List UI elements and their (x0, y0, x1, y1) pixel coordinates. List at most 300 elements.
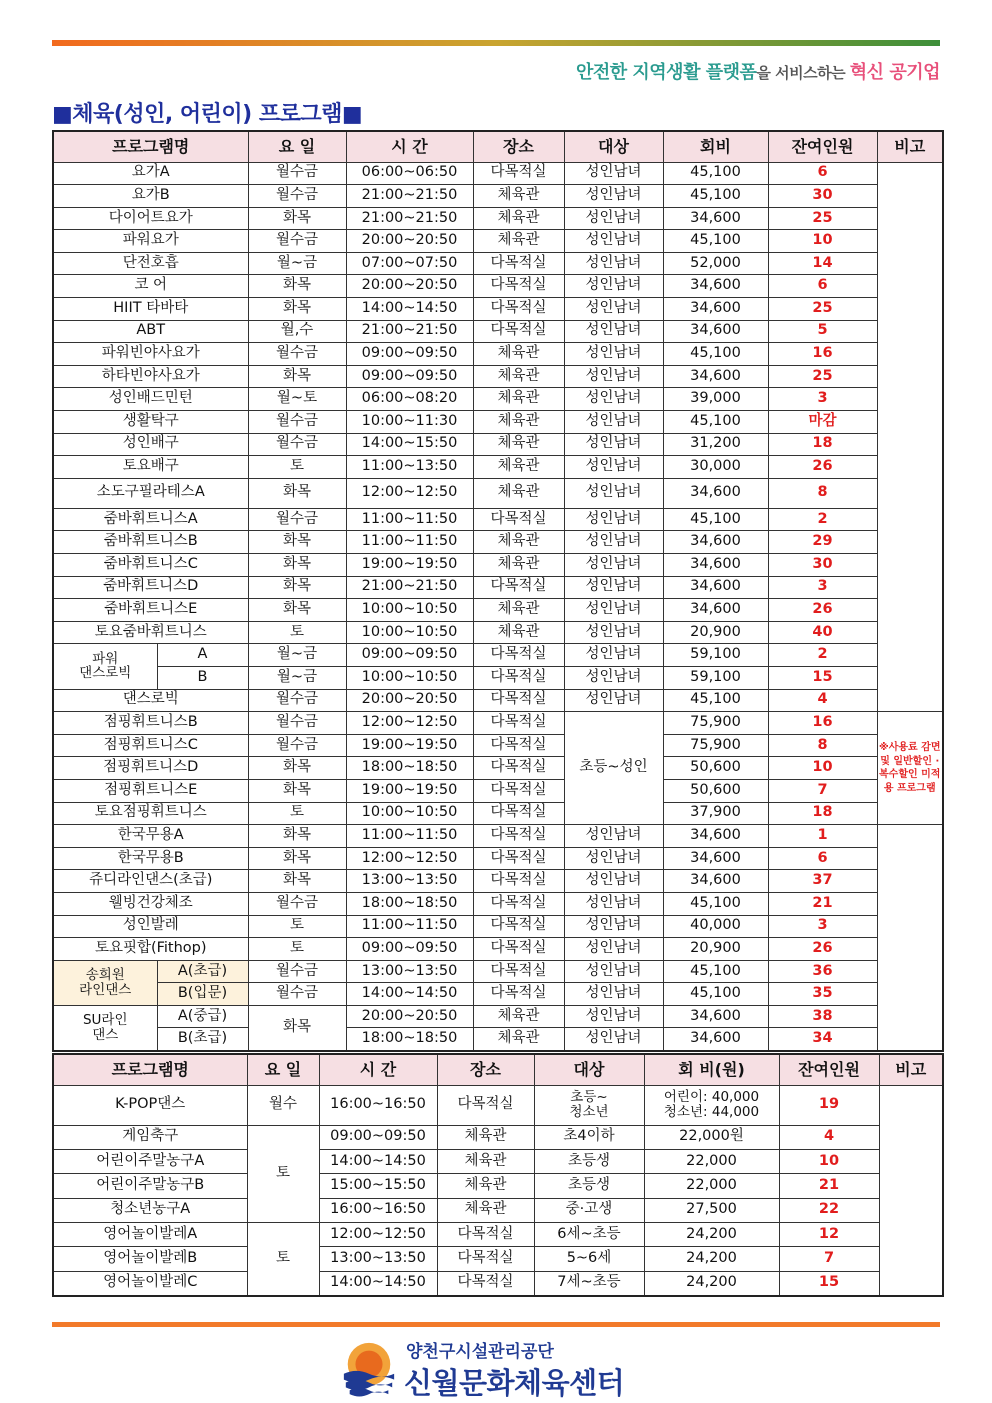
time-cell: 19:00~19:50 (346, 554, 473, 577)
time-cell: 20:00~20:50 (346, 689, 473, 712)
target-cell: 성인남녀 (564, 230, 663, 253)
top-gradient-bar (52, 40, 940, 46)
program-name: 줌바휘트니스A (53, 508, 248, 531)
place-cell: 다목적실 (437, 1271, 534, 1295)
program-name: 하타빈야사요가 (53, 365, 248, 388)
day-cell: 월수금 (248, 508, 346, 531)
place-cell: 다목적실 (473, 983, 564, 1006)
time-cell: 20:00~20:50 (346, 230, 473, 253)
time-cell: 09:00~09:50 (319, 1125, 437, 1149)
fee-cell: 45,100 (663, 230, 768, 253)
remaining-cell: 29 (768, 531, 877, 554)
time-cell: 11:00~11:50 (346, 825, 473, 848)
day-cell: 화목 (248, 779, 346, 802)
time-cell: 12:00~12:50 (319, 1223, 437, 1247)
day-cell: 화목 (248, 478, 346, 508)
place-cell: 체육관 (473, 621, 564, 644)
fee-cell: 59,100 (663, 644, 768, 667)
table-row (53, 1085, 943, 1125)
column-header: 비고 (879, 1054, 943, 1085)
remaining-cell: 10 (768, 757, 877, 780)
place-cell: 다목적실 (473, 734, 564, 757)
table-row (53, 1149, 943, 1173)
adult-program-table (52, 130, 944, 1052)
place-cell: 다목적실 (437, 1085, 534, 1125)
target-cell: 7세~초등 (534, 1271, 644, 1295)
time-cell: 12:00~12:50 (346, 712, 473, 735)
table-row (53, 983, 943, 1006)
place-cell: 다목적실 (473, 162, 564, 185)
fee-cell: 34,600 (663, 1005, 768, 1028)
table-row (53, 870, 943, 893)
place-cell: 체육관 (473, 185, 564, 208)
day-cell: 화목 (248, 1005, 346, 1050)
target-cell: 성인남녀 (564, 275, 663, 298)
remaining-cell: 18 (768, 802, 877, 825)
sub-program: B(입문) (157, 983, 248, 1006)
program-name: 생활탁구 (53, 411, 248, 434)
fee-cell: 40,000 (663, 915, 768, 938)
place-cell: 다목적실 (473, 275, 564, 298)
remaining-cell: 25 (768, 207, 877, 230)
remaining-cell: 12 (779, 1223, 879, 1247)
time-cell: 20:00~20:50 (346, 275, 473, 298)
time-cell: 14:00~14:50 (319, 1271, 437, 1295)
table-row (53, 1005, 943, 1028)
day-cell: 월수금 (248, 162, 346, 185)
table-row (53, 433, 943, 456)
time-cell: 14:00~15:50 (346, 433, 473, 456)
program-name: 토요줌바휘트니스 (53, 621, 248, 644)
fee-cell: 34,600 (663, 365, 768, 388)
fee-cell: 34,600 (663, 275, 768, 298)
place-cell: 체육관 (473, 433, 564, 456)
place-cell: 다목적실 (473, 938, 564, 961)
fee-cell: 30,000 (663, 456, 768, 479)
fee-cell: 45,100 (663, 508, 768, 531)
place-cell: 다목적실 (473, 712, 564, 735)
table-row (53, 689, 943, 712)
place-cell: 다목적실 (473, 825, 564, 848)
sub-program: A (157, 644, 248, 667)
remaining-cell: 15 (779, 1271, 879, 1295)
table-row (53, 478, 943, 508)
column-header: 대상 (534, 1054, 644, 1085)
remaining-cell: 25 (768, 365, 877, 388)
program-name: 성인배구 (53, 433, 248, 456)
day-cell: 화목 (248, 825, 346, 848)
remaining-cell: 10 (779, 1149, 879, 1173)
place-cell: 체육관 (473, 365, 564, 388)
target-cell: 5~6세 (534, 1247, 644, 1271)
remaining-cell: 6 (768, 162, 877, 185)
fee-cell: 27,500 (644, 1198, 779, 1222)
column-header: 잔여인원 (779, 1054, 879, 1085)
day-cell: 토 (247, 1223, 319, 1296)
sub-program: A(초급) (157, 960, 248, 983)
fee-cell: 34,600 (663, 576, 768, 599)
time-cell: 20:00~20:50 (346, 1005, 473, 1028)
target-cell: 초등~성인 (564, 712, 663, 825)
place-cell: 다목적실 (473, 757, 564, 780)
target-cell: 성인남녀 (564, 915, 663, 938)
day-cell: 월수금 (248, 892, 346, 915)
fee-cell: 45,100 (663, 162, 768, 185)
remaining-cell: 마감 (768, 411, 877, 434)
fee-cell: 50,600 (663, 757, 768, 780)
day-cell: 화목 (248, 847, 346, 870)
time-cell: 09:00~09:50 (346, 644, 473, 667)
program-name: 단전호흡 (53, 252, 248, 275)
place-cell: 다목적실 (473, 870, 564, 893)
table-row (53, 252, 943, 275)
remaining-cell: 2 (768, 508, 877, 531)
remaining-cell: 30 (768, 554, 877, 577)
fee-cell: 24,200 (644, 1247, 779, 1271)
remaining-cell: 15 (768, 666, 877, 689)
sub-program: B(초급) (157, 1028, 248, 1051)
day-cell: 토 (248, 915, 346, 938)
target-cell: 성인남녀 (564, 1028, 663, 1051)
table-row (53, 554, 943, 577)
place-cell: 체육관 (473, 478, 564, 508)
slogan: 안전한 지역생활 플랫폼을 서비스하는 혁신 공기업 (575, 62, 940, 83)
target-cell: 성인남녀 (564, 983, 663, 1006)
program-name: 웰빙건강체조 (53, 892, 248, 915)
sunrise-wave-logo-icon (340, 1339, 398, 1397)
column-header: 대상 (564, 131, 663, 162)
fee-cell: 34,600 (663, 531, 768, 554)
day-cell: 월~토 (248, 388, 346, 411)
program-name: 어린이주말농구A (53, 1149, 247, 1173)
remaining-cell: 30 (768, 185, 877, 208)
program-name: 요가A (53, 162, 248, 185)
target-cell: 성인남녀 (564, 554, 663, 577)
table-row (53, 411, 943, 434)
table-row (53, 712, 943, 735)
time-cell: 21:00~21:50 (346, 320, 473, 343)
remaining-cell: 37 (768, 870, 877, 893)
time-cell: 16:00~16:50 (319, 1198, 437, 1222)
time-cell: 11:00~13:50 (346, 456, 473, 479)
fee-cell: 34,600 (663, 825, 768, 848)
target-cell: 성인남녀 (564, 644, 663, 667)
fee-cell: 39,000 (663, 388, 768, 411)
day-cell: 월수금 (248, 712, 346, 735)
program-name: 점핑휘트니스D (53, 757, 248, 780)
fee-cell: 45,100 (663, 892, 768, 915)
bottom-bar (52, 1322, 940, 1327)
remaining-cell: 22 (779, 1198, 879, 1222)
sub-program: A(중급) (157, 1005, 248, 1028)
column-header: 요 일 (248, 131, 346, 162)
program-name: 파워요가 (53, 230, 248, 253)
day-cell: 월수금 (248, 230, 346, 253)
remaining-cell: 2 (768, 644, 877, 667)
program-name: ABT (53, 320, 248, 343)
target-cell: 성인남녀 (564, 825, 663, 848)
program-name: 파워빈야사요가 (53, 343, 248, 366)
time-cell: 14:00~14:50 (319, 1149, 437, 1173)
column-header: 장소 (437, 1054, 534, 1085)
remaining-cell: 14 (768, 252, 877, 275)
sub-program: B (157, 666, 248, 689)
place-cell: 다목적실 (437, 1247, 534, 1271)
time-cell: 10:00~10:50 (346, 802, 473, 825)
column-header: 시 간 (346, 131, 473, 162)
table-row (53, 185, 943, 208)
column-header: 시 간 (319, 1054, 437, 1085)
fee-cell: 59,100 (663, 666, 768, 689)
day-cell: 월수금 (248, 689, 346, 712)
program-name: HIIT 타바타 (53, 298, 248, 321)
target-cell: 초4이하 (534, 1125, 644, 1149)
fee-cell: 52,000 (663, 252, 768, 275)
remaining-cell: 18 (768, 433, 877, 456)
fee-cell: 22,000원 (644, 1125, 779, 1149)
table-row (53, 666, 943, 689)
time-cell: 10:00~10:50 (346, 599, 473, 622)
day-cell: 화목 (248, 275, 346, 298)
place-cell: 다목적실 (473, 779, 564, 802)
table-row (53, 1247, 943, 1271)
note-cell (877, 825, 943, 1051)
target-cell: 성인남녀 (564, 343, 663, 366)
remaining-cell: 19 (779, 1085, 879, 1125)
fee-cell: 50,600 (663, 779, 768, 802)
remaining-cell: 34 (768, 1028, 877, 1051)
target-cell: 성인남녀 (564, 938, 663, 961)
target-cell: 성인남녀 (564, 298, 663, 321)
remaining-cell: 4 (768, 689, 877, 712)
table-row (53, 207, 943, 230)
target-cell: 성인남녀 (564, 320, 663, 343)
program-name: 어린이주말농구B (53, 1174, 247, 1198)
program-name: 토요핏합(Fithop) (53, 938, 248, 961)
time-cell: 15:00~15:50 (319, 1174, 437, 1198)
table-row (53, 388, 943, 411)
day-cell: 월수금 (248, 411, 346, 434)
day-cell: 화목 (248, 757, 346, 780)
column-header: 요 일 (247, 1054, 319, 1085)
time-cell: 06:00~06:50 (346, 162, 473, 185)
remaining-cell: 35 (768, 983, 877, 1006)
day-cell: 화목 (248, 554, 346, 577)
fee-cell: 24,200 (644, 1223, 779, 1247)
place-cell: 체육관 (473, 343, 564, 366)
target-cell: 성인남녀 (564, 162, 663, 185)
time-cell: 19:00~19:50 (346, 779, 473, 802)
table-row (53, 343, 943, 366)
table-row (53, 757, 943, 780)
place-cell: 다목적실 (473, 960, 564, 983)
day-cell: 월수금 (248, 983, 346, 1006)
remaining-cell: 8 (768, 478, 877, 508)
place-cell: 다목적실 (473, 576, 564, 599)
fee-cell: 34,600 (663, 320, 768, 343)
table-row (53, 892, 943, 915)
program-group-name: SU라인 댄스 (53, 1005, 157, 1050)
fee-cell: 22,000 (644, 1174, 779, 1198)
program-name: 소도구필라테스A (53, 478, 248, 508)
remaining-cell: 25 (768, 298, 877, 321)
fee-cell: 34,600 (663, 478, 768, 508)
place-cell: 체육관 (437, 1125, 534, 1149)
fee-cell: 어린이: 40,000 청소년: 44,000 (644, 1085, 779, 1125)
table-row (53, 365, 943, 388)
place-cell: 체육관 (473, 531, 564, 554)
table-row (53, 320, 943, 343)
fee-cell: 34,600 (663, 207, 768, 230)
target-cell: 성인남녀 (564, 892, 663, 915)
day-cell: 화목 (248, 870, 346, 893)
time-cell: 09:00~09:50 (346, 365, 473, 388)
program-name: 요가B (53, 185, 248, 208)
place-cell: 체육관 (437, 1198, 534, 1222)
fee-cell: 31,200 (663, 433, 768, 456)
fee-cell: 34,600 (663, 554, 768, 577)
place-cell: 체육관 (473, 230, 564, 253)
target-cell: 성인남녀 (564, 433, 663, 456)
fee-cell: 45,100 (663, 185, 768, 208)
day-cell: 토 (248, 938, 346, 961)
time-cell: 10:00~10:50 (346, 621, 473, 644)
day-cell: 화목 (248, 576, 346, 599)
place-cell: 체육관 (473, 456, 564, 479)
time-cell: 13:00~13:50 (346, 960, 473, 983)
fee-cell: 22,000 (644, 1149, 779, 1173)
time-cell: 12:00~12:50 (346, 478, 473, 508)
place-cell: 다목적실 (473, 252, 564, 275)
time-cell: 18:00~18:50 (346, 757, 473, 780)
target-cell: 성인남녀 (564, 847, 663, 870)
day-cell: 월~금 (248, 644, 346, 667)
table-row (53, 802, 943, 825)
remaining-cell: 3 (768, 576, 877, 599)
table-row (53, 508, 943, 531)
time-cell: 21:00~21:50 (346, 576, 473, 599)
place-cell: 다목적실 (473, 802, 564, 825)
remaining-cell: 21 (779, 1174, 879, 1198)
program-name: 코 어 (53, 275, 248, 298)
discount-note: ※사용료 감면 및 일반할인 · 복수할인 미적용 프로그램 (877, 712, 943, 825)
fee-cell: 34,600 (663, 847, 768, 870)
footer (340, 1337, 670, 1400)
day-cell: 화목 (248, 531, 346, 554)
table-row (53, 1271, 943, 1295)
section-title: ■체육(성인, 어린이) 프로그램■ (52, 102, 363, 127)
fee-cell: 45,100 (663, 411, 768, 434)
remaining-cell: 3 (768, 915, 877, 938)
target-cell: 성인남녀 (564, 531, 663, 554)
place-cell: 다목적실 (473, 915, 564, 938)
time-cell: 21:00~21:50 (346, 185, 473, 208)
table-header-row (53, 1054, 943, 1085)
target-cell: 성인남녀 (564, 689, 663, 712)
column-header: 비고 (877, 131, 943, 162)
table-row (53, 644, 943, 667)
target-cell: 성인남녀 (564, 207, 663, 230)
remaining-cell: 3 (768, 388, 877, 411)
day-cell: 화목 (248, 207, 346, 230)
time-cell: 09:00~09:50 (346, 938, 473, 961)
target-cell: 성인남녀 (564, 621, 663, 644)
target-cell: 성인남녀 (564, 456, 663, 479)
target-cell: 성인남녀 (564, 411, 663, 434)
remaining-cell: 4 (779, 1125, 879, 1149)
table-row (53, 825, 943, 848)
table-row (53, 162, 943, 185)
fee-cell: 45,100 (663, 343, 768, 366)
day-cell: 월수금 (248, 185, 346, 208)
fee-cell: 37,900 (663, 802, 768, 825)
program-name: 토요점핑휘트니스 (53, 802, 248, 825)
youth-program-table (52, 1053, 944, 1297)
place-cell: 체육관 (473, 411, 564, 434)
target-cell: 성인남녀 (564, 388, 663, 411)
place-cell: 다목적실 (473, 892, 564, 915)
target-cell: 중·고생 (534, 1198, 644, 1222)
target-cell: 성인남녀 (564, 960, 663, 983)
program-name: 성인배드민턴 (53, 388, 248, 411)
organization-name: 양천구시설관리공단 (406, 1342, 554, 1362)
time-cell: 14:00~14:50 (346, 983, 473, 1006)
target-cell: 성인남녀 (564, 365, 663, 388)
time-cell: 07:00~07:50 (346, 252, 473, 275)
target-cell: 초등~ 청소년 (534, 1085, 644, 1125)
place-cell: 체육관 (473, 1005, 564, 1028)
place-cell: 다목적실 (473, 666, 564, 689)
program-name: 한국무용A (53, 825, 248, 848)
table-row (53, 847, 943, 870)
fee-cell: 75,900 (663, 734, 768, 757)
program-name: 청소년농구A (53, 1198, 247, 1222)
remaining-cell: 8 (768, 734, 877, 757)
day-cell: 월수금 (248, 433, 346, 456)
fee-cell: 34,600 (663, 1028, 768, 1051)
fee-cell: 45,100 (663, 983, 768, 1006)
table-row (53, 734, 943, 757)
program-name: 다이어트요가 (53, 207, 248, 230)
program-group-name: 송희원 라인댄스 (53, 960, 157, 1005)
table-row (53, 938, 943, 961)
time-cell: 13:00~13:50 (346, 870, 473, 893)
time-cell: 11:00~11:50 (346, 508, 473, 531)
day-cell: 월~금 (248, 252, 346, 275)
target-cell: 성인남녀 (564, 1005, 663, 1028)
place-cell: 다목적실 (473, 320, 564, 343)
target-cell: 성인남녀 (564, 508, 663, 531)
table-row (53, 230, 943, 253)
table-row (53, 275, 943, 298)
day-cell: 월,수 (248, 320, 346, 343)
day-cell: 토 (248, 456, 346, 479)
table-row (53, 915, 943, 938)
program-name: 댄스로빅 (53, 689, 248, 712)
place-cell: 체육관 (473, 554, 564, 577)
time-cell: 09:00~09:50 (346, 343, 473, 366)
remaining-cell: 16 (768, 712, 877, 735)
remaining-cell: 16 (768, 343, 877, 366)
note-cell (879, 1085, 943, 1296)
day-cell: 월~금 (248, 666, 346, 689)
table-row (53, 531, 943, 554)
day-cell: 화목 (248, 365, 346, 388)
table-row (53, 298, 943, 321)
target-cell: 성인남녀 (564, 252, 663, 275)
time-cell: 11:00~11:50 (346, 531, 473, 554)
remaining-cell: 26 (768, 599, 877, 622)
